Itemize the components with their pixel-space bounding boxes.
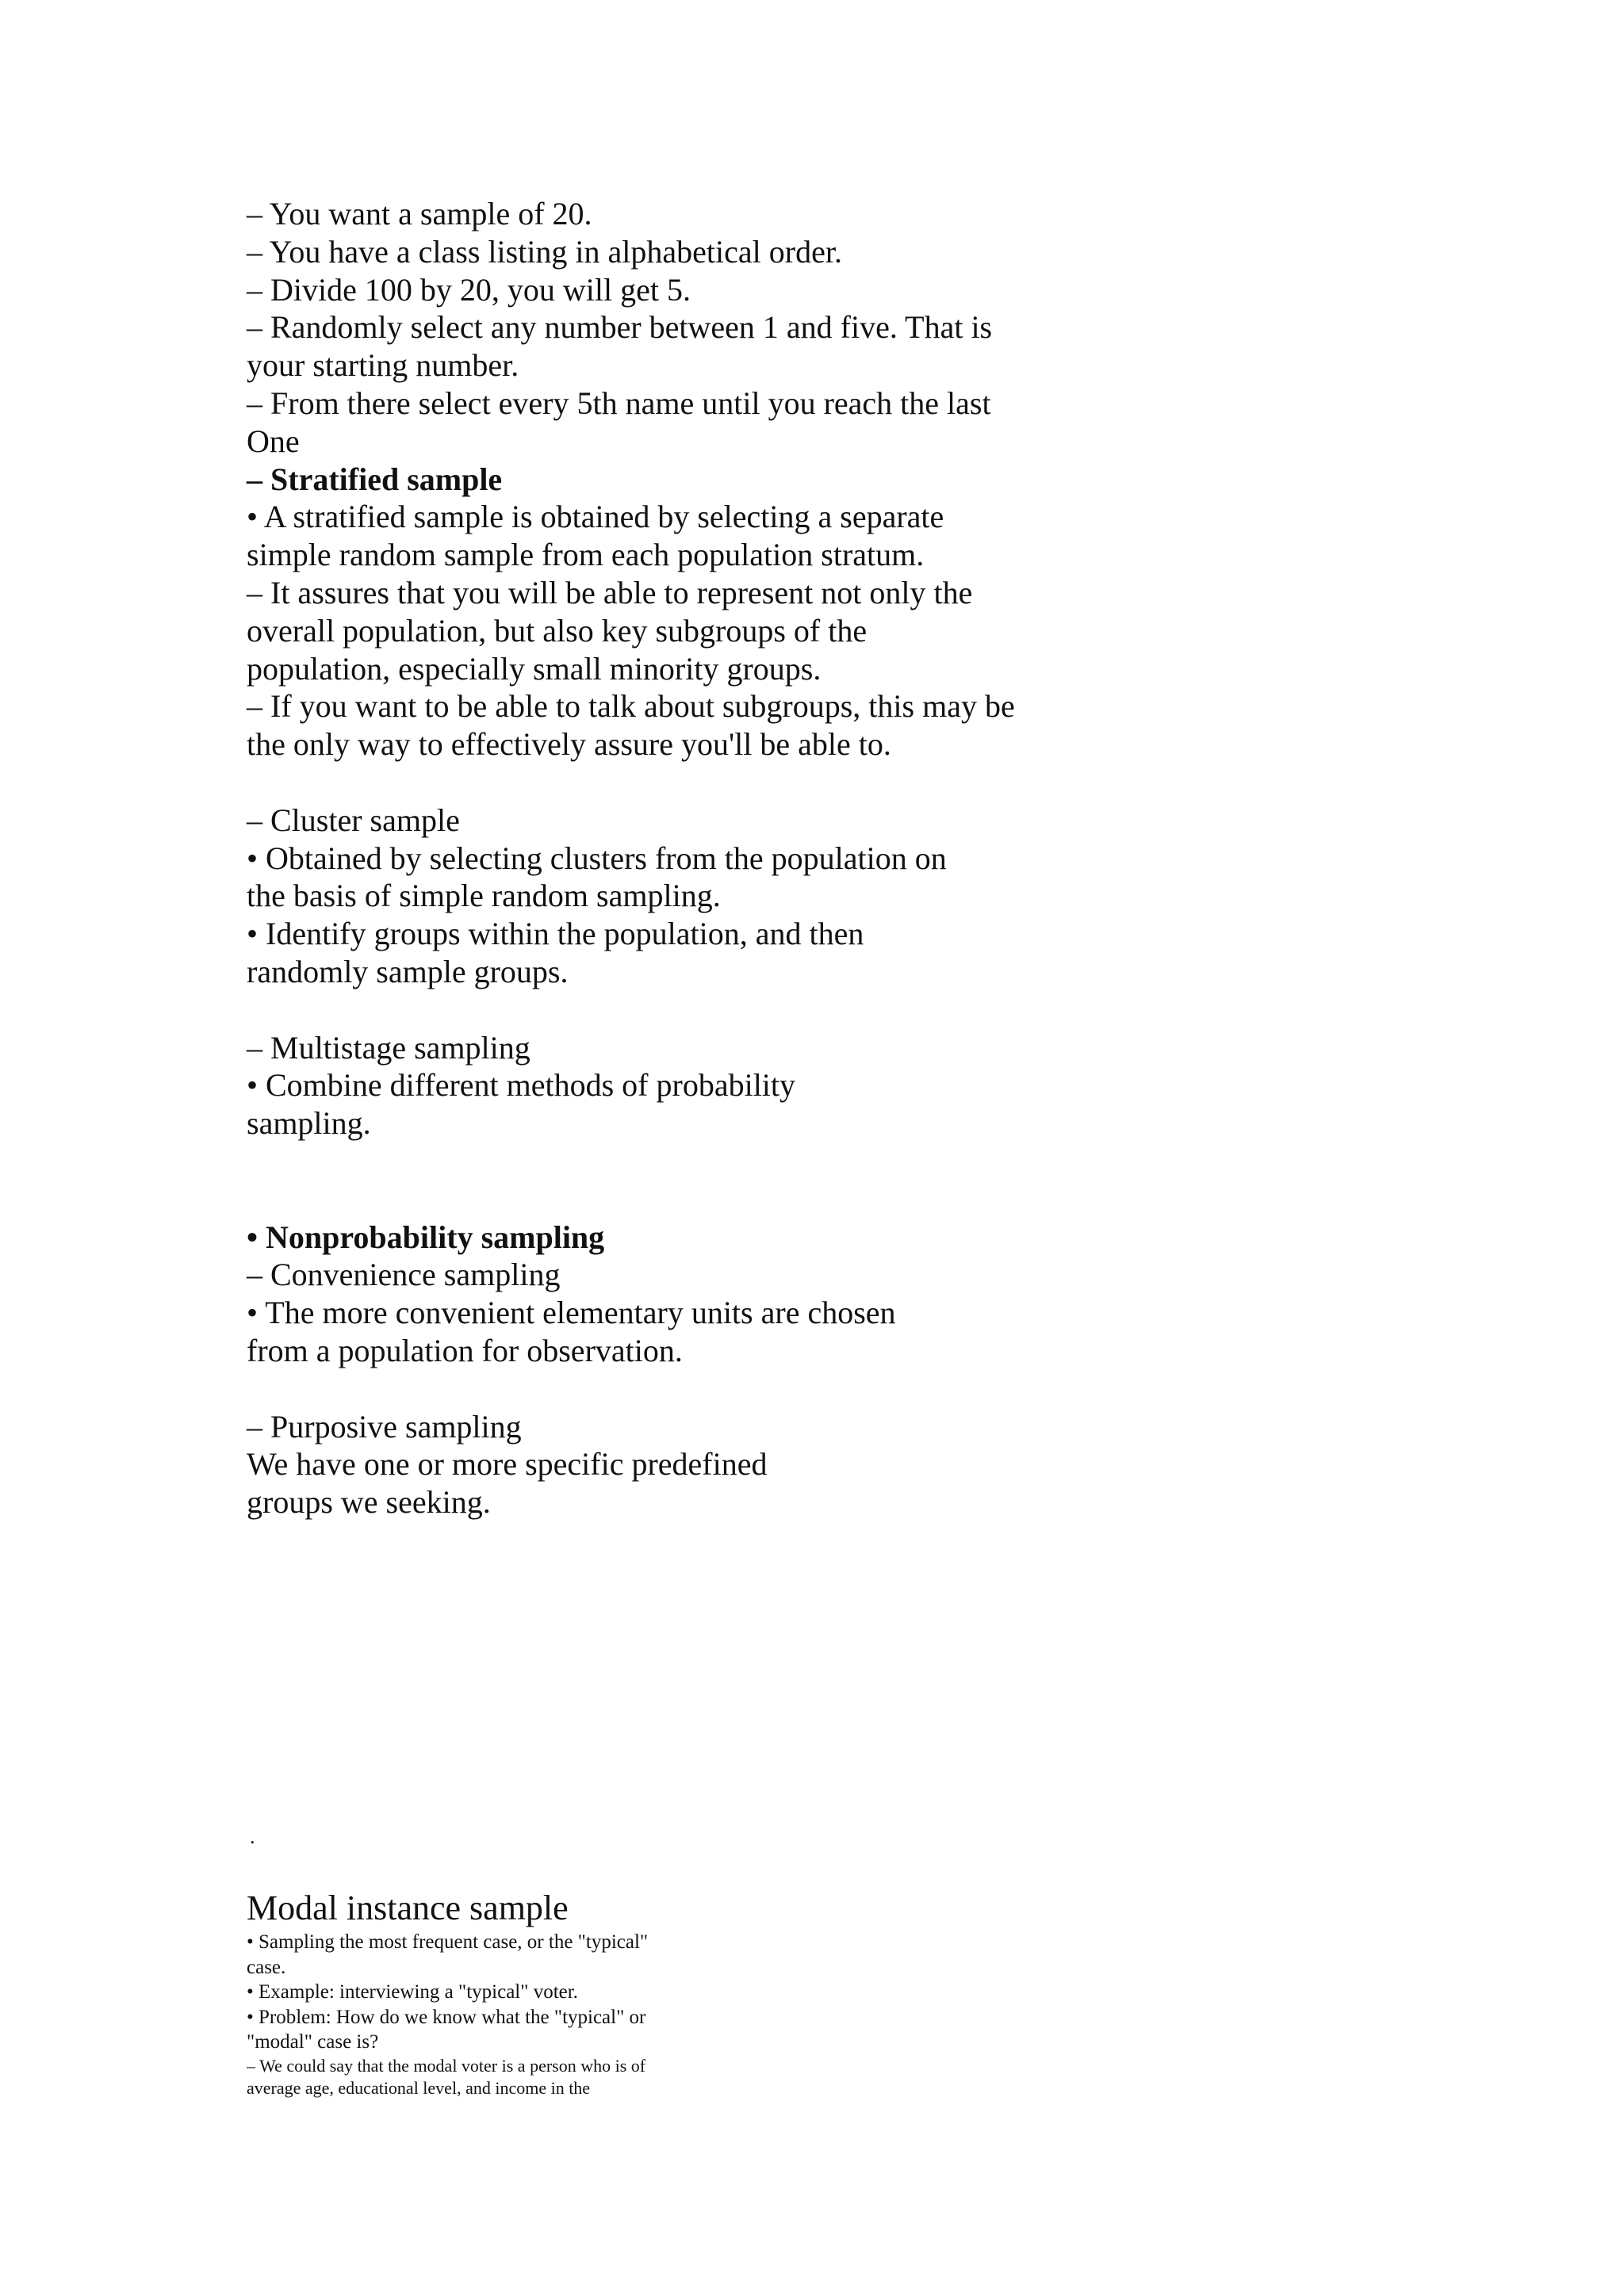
text-line: • Sampling the most frequent case, or the "typical"	[247, 1931, 649, 1953]
text-line: case.	[247, 1956, 286, 1978]
heading-multistage-sampling: – Multistage sampling	[247, 1029, 530, 1066]
text-line: "modal" case is?	[247, 2031, 379, 2053]
heading-purposive-sampling: – Purposive sampling	[247, 1408, 522, 1445]
document-body	[247, 195, 1436, 1521]
spacer	[247, 763, 1436, 802]
spacer	[247, 1370, 1436, 1408]
text-line: – Divide 100 by 20, you will get 5.	[247, 271, 691, 308]
text-line: simple random sample from each population stratum.	[247, 537, 925, 573]
text-line: • Combine different methods of probability	[247, 1067, 796, 1104]
text-line: • Obtained by selecting clusters from the population on	[247, 840, 947, 876]
heading-convenience-sampling: – Convenience sampling	[247, 1257, 561, 1293]
text-line: • A stratified sample is obtained by selecting a separate	[247, 499, 944, 535]
heading-nonprobability-sampling: • Nonprobability sampling	[247, 1219, 605, 1255]
text-line: – You want a sample of 20.	[247, 196, 592, 232]
text-line: • The more convenient elementary units are chosen	[247, 1295, 896, 1331]
text-line: population, especially small minority groups.	[247, 650, 822, 687]
text-line: One	[247, 423, 300, 459]
modal-instance-title: Modal instance sample	[247, 1888, 569, 1927]
text-line: groups we seeking.	[247, 1484, 491, 1521]
heading-stratified-sample: – Stratified sample	[247, 461, 503, 497]
text-line: – Randomly select any number between 1 and five. That is	[247, 309, 993, 346]
text-line: – From there select every 5th name until you reach the last	[247, 385, 991, 421]
modal-instance-body	[247, 1930, 960, 2099]
text-line: – You have a class listing in alphabetical order.	[247, 233, 842, 270]
text-line: • Problem: How do we know what the "typical" or	[247, 2006, 646, 2028]
heading-cluster-sample: – Cluster sample	[247, 802, 460, 838]
text-line: We have one or more specific predefined	[247, 1446, 768, 1483]
text-line: the basis of simple random sampling.	[247, 878, 721, 914]
text-line: overall population, but also key subgroups of the	[247, 612, 868, 649]
text-line: • Identify groups within the population, and then	[247, 916, 864, 952]
text-line: • Example: interviewing a "typical" voter.	[247, 1981, 578, 2003]
spacer	[247, 1142, 1436, 1219]
spacer	[247, 991, 1436, 1029]
text-line: – We could say that the modal voter is a person who is of	[247, 2055, 646, 2076]
text-line: your starting number.	[247, 347, 519, 384]
text-line: average age, educational level, and income in the	[247, 2077, 591, 2098]
text-line: from a population for observation.	[247, 1332, 683, 1368]
text-line: – If you want to be able to talk about subgroups, this may be	[247, 688, 1015, 725]
text-line: the only way to effectively assure you'll be able to.	[247, 726, 891, 763]
text-line: sampling.	[247, 1105, 371, 1142]
text-line: randomly sample groups.	[247, 953, 569, 989]
stray-dot: .	[250, 1825, 255, 1848]
text-line: – It assures that you will be able to represent not only the	[247, 574, 973, 610]
